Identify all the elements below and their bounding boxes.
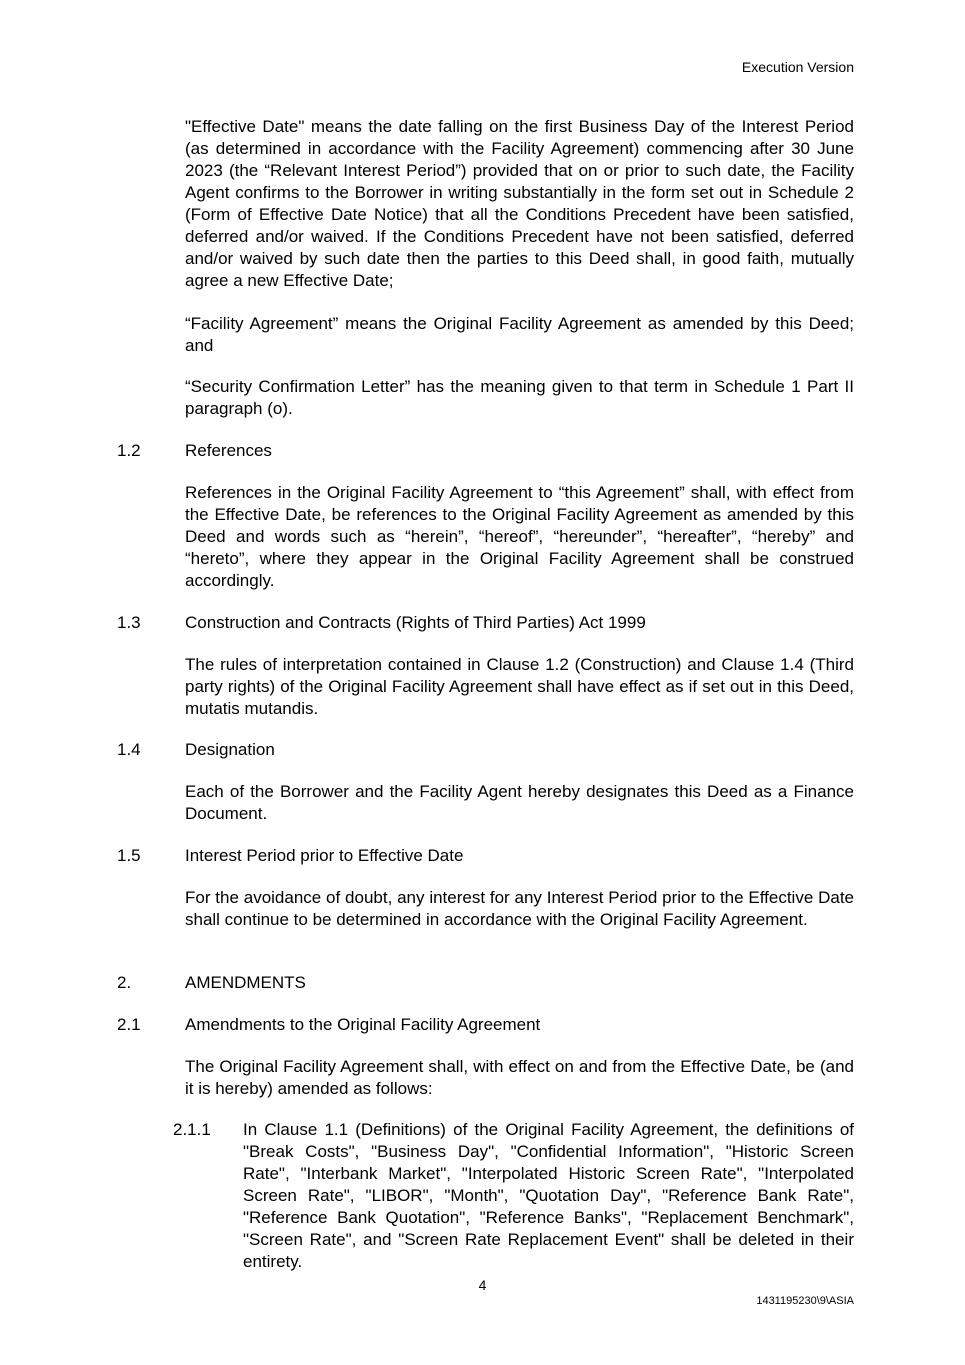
clause-title: Amendments to the Original Facility Agreement: [185, 1015, 541, 1034]
construction-paragraph: The rules of interpretation contained in Clause 1.2 (Construction) and Clause 1.4 (Third party rights) of the Original Facility Agreement shall have effect as if set out in this Deed, mutatis mutandis.: [185, 655, 854, 718]
header-version-label: Execution Version: [741, 59, 854, 75]
definition-effective-date: "Effective Date" means the date falling on the first Business Day of the Interest Period (as determined in accordance with the Facility Agreement) commencing after 30 June 2023 (the “Relevant Interest Period”) provided that on or prior to such date, the Facility Agent confirms to the Borrower in writing substantially in the form set out in Schedule 2 (Form of Effective Date Notice) that all the Conditions Precedent have been satisfied, deferred and/or waived. If the Conditions Precedent have not been satisfied, deferred and/or waived by such date then the parties to this Deed shall, in good faith, mutually agree a new Effective Date;: [185, 117, 854, 290]
clause-title: AMENDMENTS: [185, 973, 306, 992]
clause-title: Designation: [185, 740, 275, 759]
clause-number: 1.3: [117, 613, 141, 632]
clause-title: References: [185, 441, 272, 460]
subclause-number: 2.1.1: [173, 1120, 211, 1139]
designation-paragraph: Each of the Borrower and the Facility Agent hereby designates this Deed as a Finance Document.: [185, 782, 854, 823]
clause-number: 1.5: [117, 846, 141, 865]
clause-number: 2.1: [117, 1015, 141, 1034]
references-paragraph: References in the Original Facility Agreement to “this Agreement” shall, with effect from the Effective Date, be references to the Original Facility Agreement as amended by this Deed and words such as “herein”, “hereof”, “hereunder”, “hereafter”, “hereby” and “hereto”, where they appear in the Original Facility Agreement shall be construed accordingly.: [185, 483, 854, 590]
definition-security-confirmation-letter: “Security Confirmation Letter” has the meaning given to that term in Schedule 1 Part II paragraph (o).: [185, 377, 854, 418]
clause-number: 1.4: [117, 740, 141, 759]
definition-facility-agreement: “Facility Agreement” means the Original Facility Agreement as amended by this Deed; and: [185, 314, 854, 355]
clause-title: Interest Period prior to Effective Date: [185, 846, 464, 865]
subclause-text: In Clause 1.1 (Definitions) of the Original Facility Agreement, the definitions of "Break Costs", "Business Day", "Confidential Information", "Historic Screen Rate", "Interbank Market", "Interpolated Historic Screen Rate", "Interpolated Screen Rate", "LIBOR", "Month", "Quotation Day", "Reference Bank Rate", "Reference Bank Quotation", "Reference Banks", "Replacement Benchmark", "Screen Rate", and "Screen Rate Replacement Event" shall be deleted in their entirety.: [243, 1120, 854, 1271]
interest-period-paragraph: For the avoidance of doubt, any interest for any Interest Period prior to the Effective Date shall continue to be determined in accordance with the Original Facility Agreement.: [185, 888, 854, 929]
page-number: 4: [478, 1277, 487, 1293]
document-reference: 1431195230\9\ASIA: [756, 1295, 854, 1307]
clause-number: 1.2: [117, 441, 141, 460]
clause-number: 2.: [117, 973, 132, 992]
clause-title: Construction and Contracts (Rights of Third Parties) Act 1999: [185, 613, 646, 632]
amendments-paragraph: The Original Facility Agreement shall, with effect on and from the Effective Date, be (and it is hereby) amended as follows:: [185, 1057, 854, 1098]
